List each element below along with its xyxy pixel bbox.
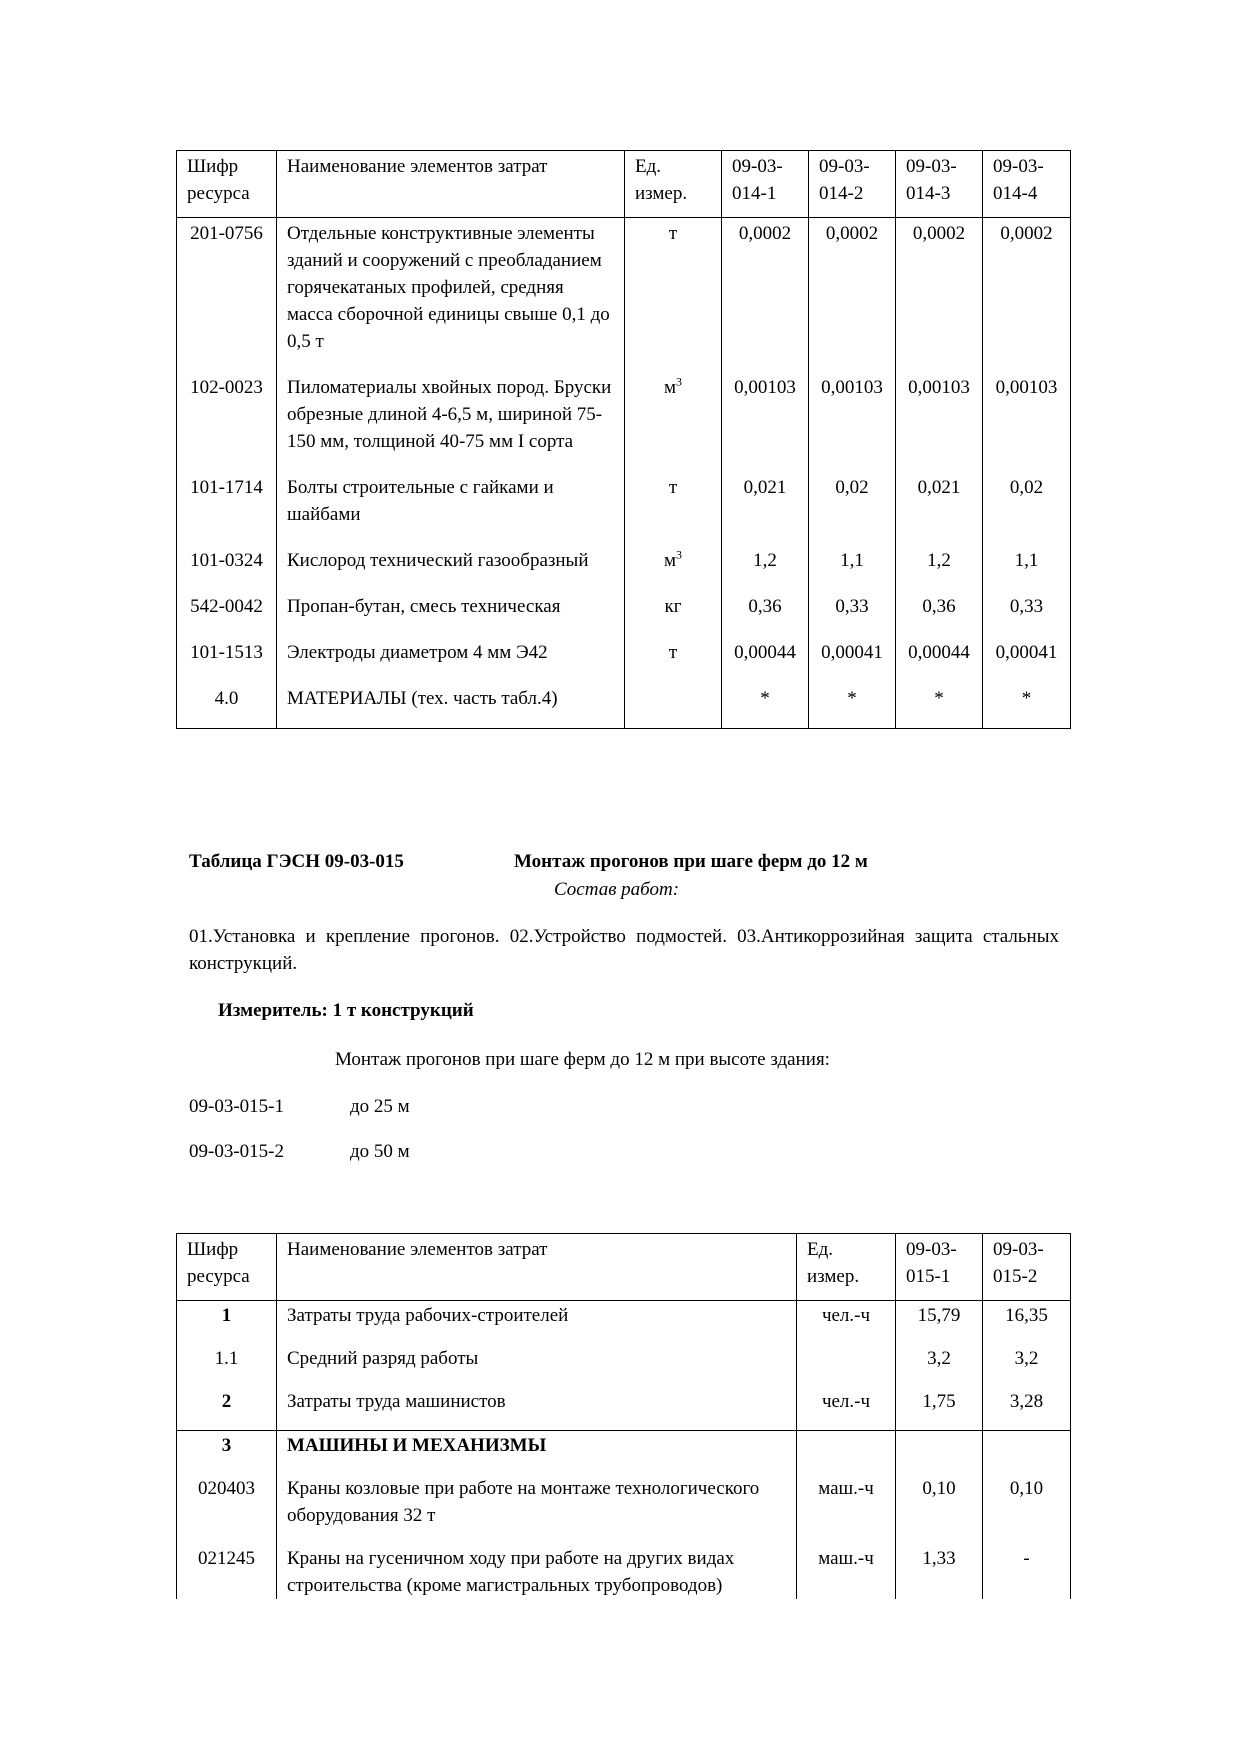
unit-text: м (663, 550, 677, 571)
resource-code: 3 (177, 1431, 277, 1476)
value-cell: 0,33 (983, 593, 1071, 639)
resource-code: 101-1513 (177, 639, 277, 685)
value-cell: 15,79 (896, 1301, 983, 1346)
value-cell: 0,00103 (722, 374, 809, 474)
table-row (177, 1388, 1071, 1431)
value-cell: 0,0002 (722, 218, 809, 375)
header-cell: Наименование элементов затрат (277, 151, 625, 218)
table-header-row (177, 1234, 1071, 1301)
value-cell: 16,35 (983, 1301, 1071, 1346)
table-row (177, 593, 1071, 639)
header-cell: Ед. измер. (797, 1234, 896, 1301)
value-cell (896, 1431, 983, 1476)
table-row (177, 374, 1071, 474)
resource-code: 101-1714 (177, 474, 277, 547)
value-cell: 3,2 (983, 1345, 1071, 1388)
unit-text: т (668, 477, 678, 498)
value-cell: 0,00103 (896, 374, 983, 474)
table-row (177, 1345, 1071, 1388)
resource-code: 201-0756 (177, 218, 277, 375)
resource-name: Электроды диаметром 4 мм Э42 (277, 639, 625, 685)
composition-title: Состав работ: (554, 879, 680, 900)
header-cell: 09-03-014-4 (983, 151, 1071, 218)
header-cell: 09-03-014-1 (722, 151, 809, 218)
resource-unit (625, 547, 722, 593)
table-row (177, 218, 1071, 375)
table-row (177, 1545, 1071, 1599)
resource-unit (797, 1431, 896, 1476)
value-cell: * (722, 685, 809, 729)
section-subtitle: Монтаж прогонов при шаге ферм до 12 м при высоте здания: (335, 1049, 830, 1070)
unit-text: т (668, 223, 678, 244)
value-cell: 0,00103 (809, 374, 896, 474)
value-cell: 3,28 (983, 1388, 1071, 1431)
resource-code: 102-0023 (177, 374, 277, 474)
resource-code: 020403 (177, 1475, 277, 1545)
resource-name: Затраты труда машинистов (277, 1388, 797, 1431)
table-row (177, 1301, 1071, 1346)
resource-unit (625, 474, 722, 547)
resource-unit: чел.-ч (797, 1301, 896, 1346)
value-cell: 1,1 (983, 547, 1071, 593)
unit-text: кг (664, 596, 682, 617)
resource-name: Затраты труда рабочих-строителей (277, 1301, 797, 1346)
value-cell: 0,02 (809, 474, 896, 547)
value-cell: * (983, 685, 1071, 729)
value-cell: 0,33 (809, 593, 896, 639)
resource-unit (625, 218, 722, 375)
resource-name: Краны на гусеничном ходу при работе на других видах строительства (кроме магистральных трубопроводов) (277, 1545, 797, 1599)
resource-name: МАТЕРИАЛЫ (тех. часть табл.4) (277, 685, 625, 729)
variant-code: 09-03-015-1 (189, 1096, 284, 1117)
resources-table-09-03-015 (176, 1233, 1071, 1599)
value-cell: 1,75 (896, 1388, 983, 1431)
resource-name: Кислород технический газообразный (277, 547, 625, 593)
table-row (177, 685, 1071, 729)
value-cell: 3,2 (896, 1345, 983, 1388)
header-cell: 09-03-014-2 (809, 151, 896, 218)
resource-code: 4.0 (177, 685, 277, 729)
value-cell: * (896, 685, 983, 729)
variant-code: 09-03-015-2 (189, 1141, 284, 1162)
table-row (177, 547, 1071, 593)
resource-code: 2 (177, 1388, 277, 1431)
value-cell: 0,10 (896, 1475, 983, 1545)
resource-unit (625, 685, 722, 729)
value-cell: 1,2 (896, 547, 983, 593)
header-cell: 09-03-015-1 (896, 1234, 983, 1301)
resource-name: Болты строительные с гайками и шайбами (277, 474, 625, 547)
value-cell: 0,0002 (896, 218, 983, 375)
value-cell: 0,0002 (809, 218, 896, 375)
value-cell: 0,00041 (983, 639, 1071, 685)
resource-code: 101-0324 (177, 547, 277, 593)
table-header-row (177, 151, 1071, 218)
value-cell: - (983, 1545, 1071, 1599)
value-cell: 0,00103 (983, 374, 1071, 474)
value-cell: * (809, 685, 896, 729)
resources-table-09-03-014 (176, 150, 1071, 729)
resource-unit: маш.-ч (797, 1545, 896, 1599)
table-row (177, 1431, 1071, 1476)
table-row (177, 639, 1071, 685)
header-cell: 09-03-014-3 (896, 151, 983, 218)
variant-label: до 25 м (350, 1096, 410, 1117)
meter-line: Измеритель: 1 т конструкций (218, 1000, 474, 1021)
resource-name: Пропан-бутан, смесь техническая (277, 593, 625, 639)
value-cell: 0,00041 (809, 639, 896, 685)
value-cell: 0,00044 (896, 639, 983, 685)
variant-label: до 50 м (350, 1141, 410, 1162)
unit-superscript: 3 (676, 547, 683, 562)
value-cell: 0,36 (722, 593, 809, 639)
resource-unit: чел.-ч (797, 1388, 896, 1431)
value-cell: 0,021 (722, 474, 809, 547)
unit-text: т (668, 642, 678, 663)
resource-unit (625, 639, 722, 685)
resource-unit (625, 593, 722, 639)
value-cell (983, 1431, 1071, 1476)
resource-code: 1.1 (177, 1345, 277, 1388)
resource-unit (797, 1345, 896, 1388)
value-cell: 0,10 (983, 1475, 1071, 1545)
header-cell: 09-03-015-2 (983, 1234, 1071, 1301)
composition-text: 01.Установка и крепление прогонов. 02.Устройство подмостей. 03.Антикоррозийная защита стальных конструкций. (189, 926, 1059, 974)
resource-name: МАШИНЫ И МЕХАНИЗМЫ (277, 1431, 797, 1476)
table-row (177, 1475, 1071, 1545)
table-title: Монтаж прогонов при шаге ферм до 12 м (514, 851, 868, 872)
resource-code: 542-0042 (177, 593, 277, 639)
value-cell: 0,00044 (722, 639, 809, 685)
table-label: Таблица ГЭСН 09-03-015 (189, 851, 404, 872)
value-cell: 0,36 (896, 593, 983, 639)
resource-code: 1 (177, 1301, 277, 1346)
value-cell: 0,021 (896, 474, 983, 547)
resource-unit (625, 374, 722, 474)
value-cell: 1,1 (809, 547, 896, 593)
value-cell: 0,0002 (983, 218, 1071, 375)
header-cell: Шифр ресурса (177, 1234, 277, 1301)
header-cell: Ед. измер. (625, 151, 722, 218)
resource-name: Краны козловые при работе на монтаже технологического оборудования 32 т (277, 1475, 797, 1545)
unit-superscript: 3 (676, 374, 683, 389)
resource-name: Средний разряд работы (277, 1345, 797, 1388)
resource-code: 021245 (177, 1545, 277, 1599)
header-cell: Наименование элементов затрат (277, 1234, 797, 1301)
table-row (177, 474, 1071, 547)
resource-name: Пиломатериалы хвойных пород. Бруски обрезные длиной 4-6,5 м, шириной 75-150 мм, толщиной 40-75 мм I сорта (277, 374, 625, 474)
resource-name: Отдельные конструктивные элементы зданий и сооружений с преобладанием горячекатаных профилей, средняя масса сборочной единицы свыше 0,1 до 0,5 т (277, 218, 625, 375)
value-cell: 1,33 (896, 1545, 983, 1599)
header-cell: Шифр ресурса (177, 151, 277, 218)
unit-text: м (663, 377, 677, 398)
value-cell: 1,2 (722, 547, 809, 593)
value-cell: 0,02 (983, 474, 1071, 547)
resource-unit: маш.-ч (797, 1475, 896, 1545)
